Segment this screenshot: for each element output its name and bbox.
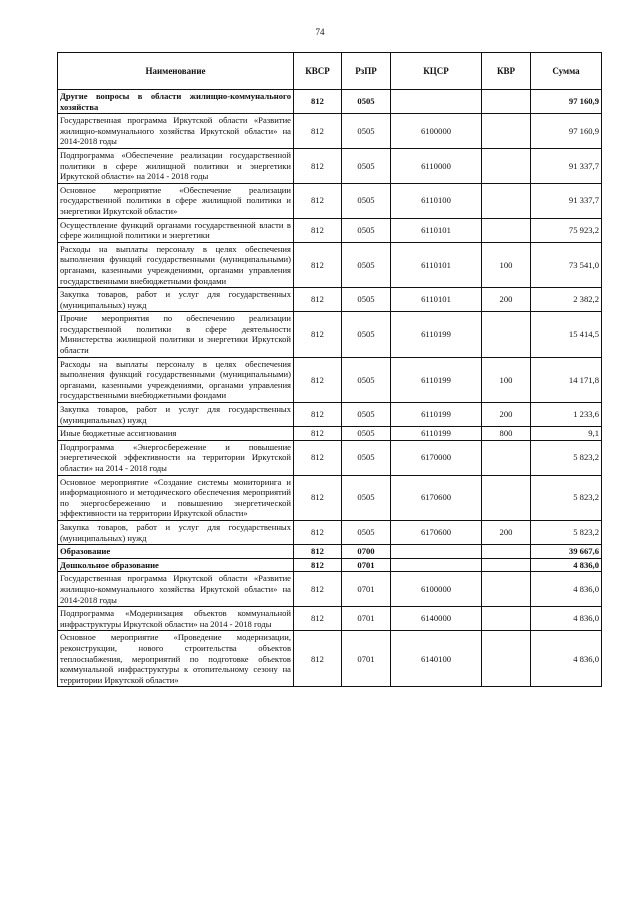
table-row	[58, 475, 602, 520]
cell-name: Подпрограмма «Модернизация объектов коммунальной инфраструктуры Иркутской области» на 2014 - 2018 годы	[58, 607, 294, 631]
table-row	[58, 114, 602, 149]
cell-rzpr: 0701	[342, 572, 391, 607]
cell-kvr	[482, 572, 531, 607]
cell-sum: 1 233,6	[531, 403, 602, 427]
table-row	[58, 312, 602, 357]
cell-rzpr: 0505	[342, 183, 391, 218]
cell-sum: 2 382,2	[531, 288, 602, 312]
cell-kvr: 200	[482, 288, 531, 312]
cell-rzpr: 0505	[342, 288, 391, 312]
cell-kvsr: 812	[294, 114, 342, 149]
cell-kvr	[482, 148, 531, 183]
cell-rzpr: 0505	[342, 427, 391, 441]
cell-kcsr: 6110100	[391, 183, 482, 218]
table-row	[58, 545, 602, 559]
cell-kvsr: 812	[294, 242, 342, 287]
cell-kcsr	[391, 545, 482, 559]
cell-name: Основное мероприятие «Создание системы мониторинга и информационного и методического обеспечения мероприятий по энергосбережению и повышению энергетической эффективности на территории Иркутской области»	[58, 475, 294, 520]
cell-name: Государственная программа Иркутской области «Развитие жилищно-коммунального хозяйства Иркутской области» на 2014-2018 годы	[58, 572, 294, 607]
header-kvr: КВР	[482, 53, 531, 90]
cell-name: Прочие мероприятия по обеспечению реализации государственной политики в сфере деятельности Министерства жилищной политики и энергетики Иркутской области	[58, 312, 294, 357]
header-sum: Сумма	[531, 53, 602, 90]
cell-name: Дошкольное образование	[58, 558, 294, 572]
cell-kvsr: 812	[294, 607, 342, 631]
header-name: Наименование	[58, 53, 294, 90]
cell-kvsr: 812	[294, 572, 342, 607]
cell-kcsr: 6110101	[391, 288, 482, 312]
cell-kcsr: 6100000	[391, 114, 482, 149]
cell-kvr	[482, 558, 531, 572]
cell-kvr	[482, 475, 531, 520]
cell-rzpr: 0505	[342, 218, 391, 242]
cell-kcsr: 6140100	[391, 631, 482, 687]
cell-rzpr: 0505	[342, 90, 391, 114]
table-row	[58, 607, 602, 631]
table-row	[58, 520, 602, 544]
cell-name: Осуществление функций органами государственной власти в сфере жилищной политики и энергетики	[58, 218, 294, 242]
cell-kvr	[482, 114, 531, 149]
cell-kvsr: 812	[294, 520, 342, 544]
cell-kvsr: 812	[294, 475, 342, 520]
cell-kcsr: 6110101	[391, 242, 482, 287]
cell-kcsr: 6170600	[391, 475, 482, 520]
table-row	[58, 440, 602, 475]
cell-sum: 91 337,7	[531, 148, 602, 183]
table-row	[58, 631, 602, 687]
cell-name: Иные бюджетные ассигнования	[58, 427, 294, 441]
cell-kvsr: 812	[294, 427, 342, 441]
cell-name: Закупка товаров, работ и услуг для государственных (муниципальных) нужд	[58, 288, 294, 312]
cell-kvr	[482, 607, 531, 631]
cell-kvr	[482, 90, 531, 114]
budget-table	[57, 52, 602, 687]
cell-name: Государственная программа Иркутской области «Развитие жилищно-коммунального хозяйства Иркутской области» на 2014-2018 годы	[58, 114, 294, 149]
cell-rzpr: 0505	[342, 440, 391, 475]
table-row	[58, 558, 602, 572]
cell-kcsr: 6100000	[391, 572, 482, 607]
cell-sum: 5 823,2	[531, 520, 602, 544]
cell-name: Основное мероприятие «Проведение модернизации, реконструкции, нового строительства объектов теплоснабжения, мероприятий по подготовке объектов коммунальной инфраструктуры к отопительному сезону на территории Иркутской области»	[58, 631, 294, 687]
cell-rzpr: 0505	[342, 403, 391, 427]
cell-rzpr: 0701	[342, 558, 391, 572]
cell-kcsr	[391, 90, 482, 114]
cell-kcsr: 6170600	[391, 520, 482, 544]
cell-name: Образование	[58, 545, 294, 559]
cell-kvr	[482, 183, 531, 218]
table-row	[58, 183, 602, 218]
cell-kvsr: 812	[294, 183, 342, 218]
cell-rzpr: 0701	[342, 631, 391, 687]
cell-rzpr: 0505	[342, 312, 391, 357]
cell-sum: 97 160,9	[531, 90, 602, 114]
page-number: 74	[315, 27, 325, 37]
table-row	[58, 218, 602, 242]
cell-kcsr: 6110199	[391, 357, 482, 402]
cell-kvsr: 812	[294, 357, 342, 402]
cell-sum: 4 836,0	[531, 558, 602, 572]
cell-name: Основное мероприятие «Обеспечение реализации государственной политики в сфере жилищной политики и энергетики Иркутской области»	[58, 183, 294, 218]
cell-sum: 39 667,6	[531, 545, 602, 559]
table-row	[58, 90, 602, 114]
table-row	[58, 357, 602, 402]
cell-sum: 73 541,0	[531, 242, 602, 287]
cell-kcsr: 6170000	[391, 440, 482, 475]
cell-rzpr: 0505	[342, 357, 391, 402]
table-row	[58, 288, 602, 312]
cell-kcsr	[391, 558, 482, 572]
cell-sum: 5 823,2	[531, 475, 602, 520]
table-row	[58, 403, 602, 427]
cell-rzpr: 0505	[342, 114, 391, 149]
cell-kvsr: 812	[294, 90, 342, 114]
cell-kvr: 200	[482, 520, 531, 544]
cell-name: Расходы на выплаты персоналу в целях обеспечения выполнения функций государственными (муниципальными) органами, казенными учреждениями, органами управления государственными внебюджетными фондами	[58, 242, 294, 287]
cell-rzpr: 0505	[342, 520, 391, 544]
cell-sum: 9,1	[531, 427, 602, 441]
cell-kcsr: 6140000	[391, 607, 482, 631]
cell-name: Закупка товаров, работ и услуг для государственных (муниципальных) нужд	[58, 520, 294, 544]
cell-sum: 15 414,5	[531, 312, 602, 357]
cell-kcsr: 6110000	[391, 148, 482, 183]
cell-name: Подпрограмма «Энергосбережение и повышение энергетической эффективности на территории Иркутской области» на 2014 - 2018 годы	[58, 440, 294, 475]
cell-kvsr: 812	[294, 440, 342, 475]
cell-kvsr: 812	[294, 403, 342, 427]
table-row	[58, 242, 602, 287]
table-body	[58, 90, 602, 687]
table-row	[58, 148, 602, 183]
cell-kvr: 800	[482, 427, 531, 441]
cell-sum: 97 160,9	[531, 114, 602, 149]
header-kvsr: КВСР	[294, 53, 342, 90]
cell-rzpr: 0700	[342, 545, 391, 559]
cell-kvr: 100	[482, 357, 531, 402]
cell-sum: 14 171,8	[531, 357, 602, 402]
table-header-row	[58, 53, 602, 90]
cell-kcsr: 6110199	[391, 312, 482, 357]
table-row	[58, 427, 602, 441]
cell-kcsr: 6110199	[391, 403, 482, 427]
cell-sum: 5 823,2	[531, 440, 602, 475]
cell-kcsr: 6110101	[391, 218, 482, 242]
cell-kvr	[482, 545, 531, 559]
cell-sum: 4 836,0	[531, 631, 602, 687]
cell-rzpr: 0701	[342, 607, 391, 631]
cell-name: Закупка товаров, работ и услуг для государственных (муниципальных) нужд	[58, 403, 294, 427]
header-rzpr: РзПР	[342, 53, 391, 90]
cell-rzpr: 0505	[342, 242, 391, 287]
cell-kvsr: 812	[294, 631, 342, 687]
header-kcsr: КЦСР	[391, 53, 482, 90]
cell-kvr: 100	[482, 242, 531, 287]
cell-kvr	[482, 218, 531, 242]
cell-kvsr: 812	[294, 218, 342, 242]
cell-sum: 4 836,0	[531, 607, 602, 631]
cell-kvr	[482, 631, 531, 687]
cell-kvr	[482, 312, 531, 357]
table-row	[58, 572, 602, 607]
cell-kvsr: 812	[294, 558, 342, 572]
cell-name: Расходы на выплаты персоналу в целях обеспечения выполнения функций государственными (муниципальными) органами, казенными учреждениями, органами управления государственными внебюджетными фондами	[58, 357, 294, 402]
cell-kvr	[482, 440, 531, 475]
cell-rzpr: 0505	[342, 148, 391, 183]
cell-rzpr: 0505	[342, 475, 391, 520]
cell-kvsr: 812	[294, 312, 342, 357]
cell-kcsr: 6110199	[391, 427, 482, 441]
cell-kvsr: 812	[294, 545, 342, 559]
cell-name: Подпрограмма «Обеспечение реализации государственной политики в сфере жилищной политики и энергетики Иркутской области» на 2014 - 2018 годы	[58, 148, 294, 183]
cell-name: Другие вопросы в области жилищно-коммунального хозяйства	[58, 90, 294, 114]
cell-sum: 75 923,2	[531, 218, 602, 242]
cell-kvsr: 812	[294, 288, 342, 312]
cell-sum: 91 337,7	[531, 183, 602, 218]
cell-kvr: 200	[482, 403, 531, 427]
cell-sum: 4 836,0	[531, 572, 602, 607]
cell-kvsr: 812	[294, 148, 342, 183]
